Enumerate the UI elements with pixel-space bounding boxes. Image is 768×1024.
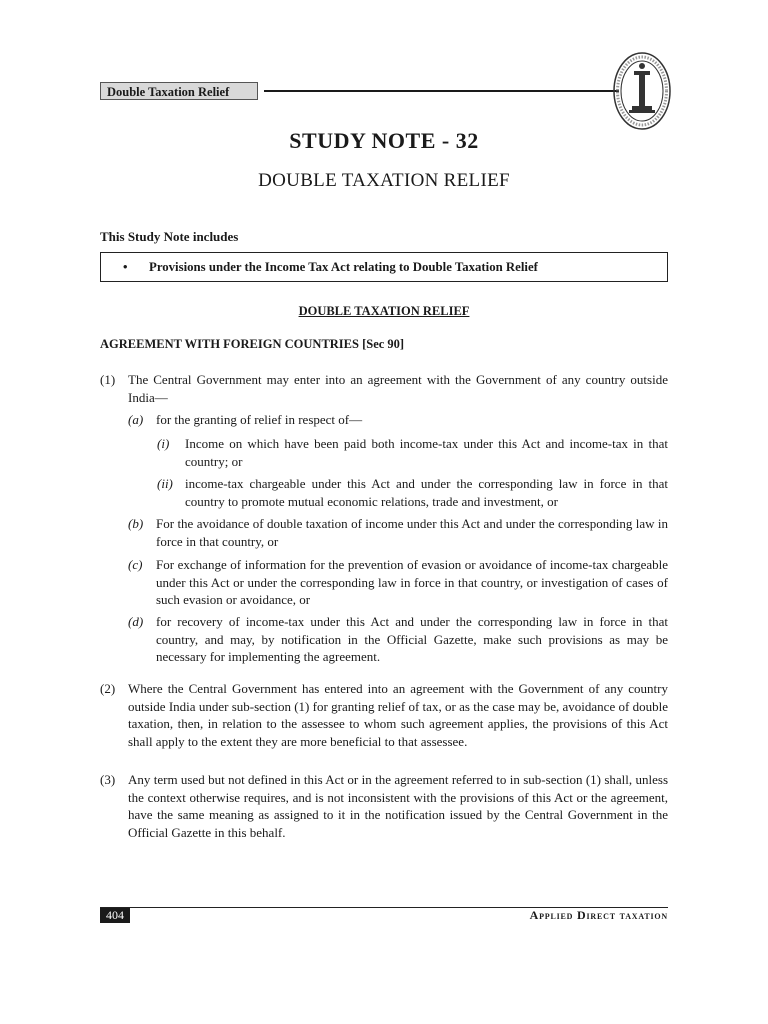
clause [100, 371, 668, 406]
page-number: 404 [100, 908, 130, 923]
sub-heading: AGREEMENT WITH FOREIGN COUNTRIES [Sec 90] [100, 337, 405, 351]
header-rule [264, 90, 619, 92]
sub-sub-clause [157, 435, 668, 470]
includes-box [100, 252, 668, 282]
clause-text: for the granting of relief in respect of— [156, 412, 363, 427]
section-heading: DOUBLE TAXATION RELIEF [298, 304, 470, 318]
clause [100, 680, 668, 750]
bullet-icon: • [123, 260, 128, 274]
clause-marker: (b) [128, 516, 144, 531]
clause-marker: (i) [157, 436, 170, 451]
sub-clause [128, 556, 668, 609]
sub-sub-clause [157, 475, 668, 510]
study-note-subtitle: DOUBLE TAXATION RELIEF [258, 170, 510, 191]
clause-text: for recovery of income-tax under this Act and under the corresponding law in force in that country, and may, by notification in the Official Gazette, make such provisions as may be necessary for implementing the agreement. [156, 614, 668, 664]
sub-clause [128, 613, 668, 666]
clause-marker: (1) [100, 372, 116, 387]
clause [100, 771, 668, 841]
clause-text: Where the Central Government has entered into an agreement with the Government of any country outside India under sub-section (1) for granting relief of tax, or as the case may be, avoidance of double taxation, then, in relation to the assessee to whom such agreement applies, the provisions of this Act shall apply to the extent they are more beneficial to that assessee. [128, 681, 668, 749]
study-note-title: STUDY NOTE - 32 [289, 128, 479, 153]
sub-clause [128, 515, 668, 550]
clause-text: For exchange of information for the prevention of evasion or avoidance of income-tax chargeable under this Act or under the corresponding law in force in that country, or investigation of cases of such evasion or avoidance, or [156, 557, 668, 607]
includes-label: This Study Note includes [100, 229, 239, 244]
clause-marker: (2) [100, 681, 116, 696]
chapter-tab: Double Taxation Relief [100, 82, 258, 100]
sub-clause [128, 411, 668, 429]
includes-item: Provisions under the Income Tax Act relating to Double Taxation Relief [149, 260, 538, 274]
clause-marker: (c) [128, 557, 143, 572]
clause-text: income-tax chargeable under this Act and under the corresponding law in force in that country to promote mutual economic relations, trade and investment, or [185, 476, 668, 509]
clause-marker: (a) [128, 412, 144, 427]
institute-seal-logo [612, 50, 672, 132]
footer-title: Applied Direct taxation [529, 908, 668, 922]
clause-marker: (d) [128, 614, 144, 629]
clause-text: The Central Government may enter into an agreement with the Government of any country outside India— [128, 372, 668, 405]
clause-marker: (ii) [157, 476, 173, 491]
clause-text: Income on which have been paid both income-tax under this Act and income-tax in that country; or [185, 436, 668, 469]
clause-text: Any term used but not defined in this Act or in the agreement referred to in sub-section (1) shall, unless the context otherwise requires, and is not inconsistent with the provisions of this Act or the agreement, have the same meaning as assigned to it in the notification issued by the Central Government in the Official Gazette in this behalf. [128, 772, 668, 840]
clause-text: For the avoidance of double taxation of income under this Act and under the corresponding law in force in that country, or [156, 516, 668, 549]
clause-marker: (3) [100, 772, 116, 787]
